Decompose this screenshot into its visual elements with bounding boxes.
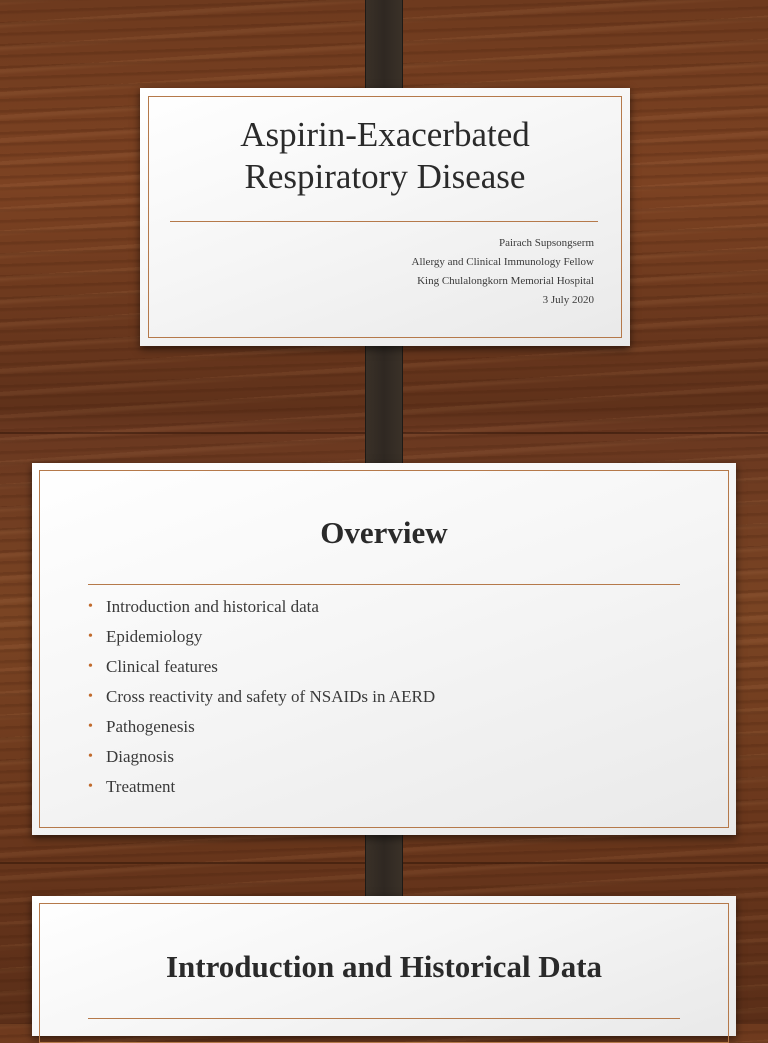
bullet-icon: • bbox=[88, 749, 93, 764]
title-line-2: Respiratory Disease bbox=[244, 157, 526, 196]
bullet-icon: • bbox=[88, 779, 93, 794]
slide-title: Overview bbox=[320, 515, 448, 550]
bullet-icon: • bbox=[88, 659, 93, 674]
slide-title bbox=[140, 114, 630, 198]
bullet-icon: • bbox=[88, 599, 93, 614]
presentation-date: 3 July 2020 bbox=[542, 294, 594, 306]
bullet-icon: • bbox=[88, 629, 93, 644]
title-divider bbox=[88, 1018, 680, 1019]
introduction-slide[interactable] bbox=[32, 896, 736, 1036]
slide-title: Introduction and Historical Data bbox=[165, 949, 603, 984]
presenter-position: Allergy and Clinical Immunology Fellow bbox=[411, 256, 594, 268]
bullet-icon: • bbox=[88, 689, 93, 704]
title-slide[interactable] bbox=[140, 88, 630, 346]
title-divider bbox=[88, 584, 680, 585]
list-item-text: Cross reactivity and safety of NSAIDs in AERD bbox=[106, 687, 436, 706]
list-item bbox=[88, 742, 435, 772]
list-item bbox=[88, 772, 435, 802]
list-item bbox=[88, 592, 435, 622]
list-item-text: Diagnosis bbox=[106, 747, 174, 766]
bullet-list bbox=[88, 592, 435, 802]
presenter-info bbox=[412, 234, 595, 310]
hanging-strap bbox=[365, 330, 403, 480]
bullet-icon: • bbox=[88, 719, 93, 734]
list-item-text: Introduction and historical data bbox=[106, 597, 319, 616]
list-item bbox=[88, 622, 435, 652]
list-item-text: Treatment bbox=[106, 777, 176, 796]
presenter-institution: King Chulalongkorn Memorial Hospital bbox=[417, 275, 594, 287]
title-line-1: Aspirin-Exacerbated bbox=[240, 115, 530, 154]
list-item bbox=[88, 682, 435, 712]
list-item-text: Pathogenesis bbox=[106, 717, 195, 736]
list-item bbox=[88, 652, 435, 682]
title-divider bbox=[170, 221, 598, 222]
overview-slide[interactable] bbox=[32, 463, 736, 835]
list-item-text: Epidemiology bbox=[106, 627, 203, 646]
list-item bbox=[88, 712, 435, 742]
list-item-text: Clinical features bbox=[106, 657, 218, 676]
presenter-name: Pairach Supsongserm bbox=[498, 237, 594, 249]
